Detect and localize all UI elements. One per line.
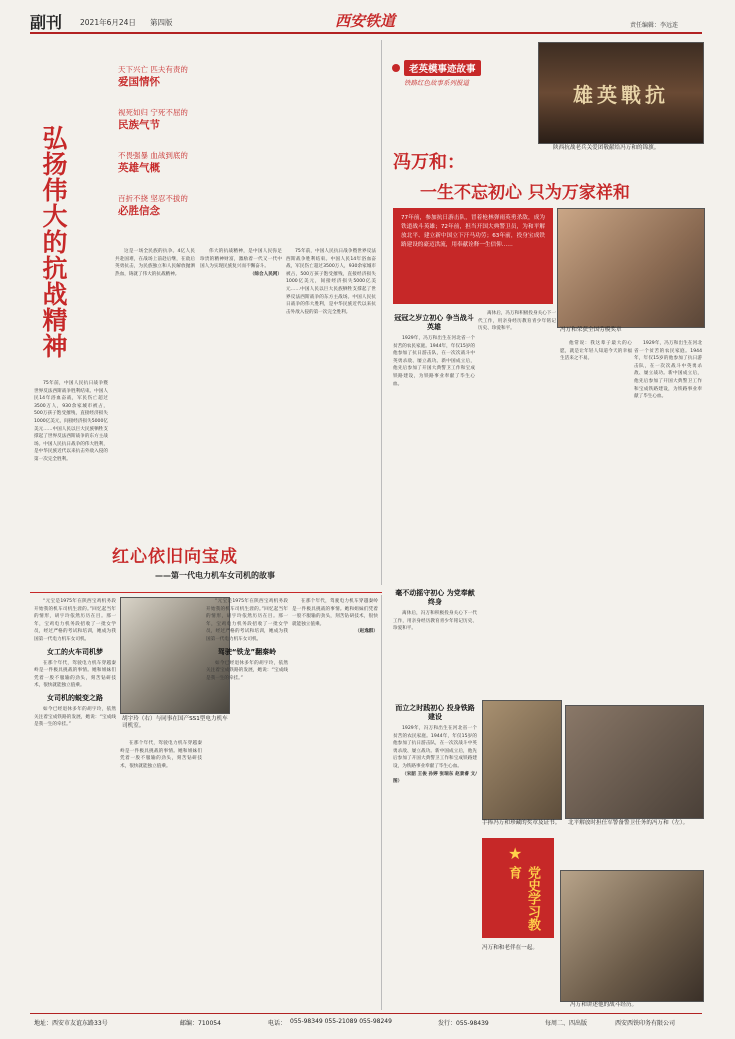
feature-left-column-1 <box>34 380 108 590</box>
couple-photo <box>565 705 704 819</box>
feature-bottom-subheading: 驾驶“铁龙”翻秦岭 <box>217 647 277 656</box>
footer-tel: 055-98349 055-21089 055-98249 <box>290 1018 392 1025</box>
feature-right-paragraph: 1929年，冯万和出生在河北省一个贫苦的农民家庭。1944年，年仅15岁的他参加了抗日游击队，在一次次战斗中英勇杀敌、屡立战功。新中国成立后，他先后参加了开国大典警卫工作和宝成铁路建设，为铁路事业奉献了毕生心血。 <box>393 336 475 387</box>
banner-photo <box>538 42 704 144</box>
party-emblem <box>482 838 554 938</box>
footer-zip: 邮编：710054 <box>180 1020 221 1027</box>
masthead-paper-name: 西安铁道 <box>335 12 396 30</box>
medal-photo-caption: 手捧冯万和珍藏的奖章及证书。 <box>482 820 561 826</box>
feature-right-column-1 <box>393 310 475 580</box>
masthead-edition: 第四版 <box>150 18 173 27</box>
speech-photo-lower-caption: 冯万和讲述他的战斗经历。 <box>570 1002 638 1008</box>
section-divider <box>30 592 382 593</box>
feature-left-paragraph: 这是一场全民族的抗争。4亿人民共赴国难，在战场上前赴后继，在敌后英勇抗击，为民族独立和人民解放抛洒热血，铸就了伟大的抗战精神。 <box>115 249 195 277</box>
feature-bottom-subtitle: ——第一代电力机车女司机的故事 <box>155 571 275 580</box>
footer-fax: 发行：055-98439 <box>438 1020 489 1027</box>
speech-photo-caption: 冯万和和老伴在一起。 <box>482 945 538 951</box>
medal-photo <box>482 700 562 820</box>
banner-photo-caption: 陕西抗战老兵关爱团敬献给冯万和的锦旗。 <box>553 145 660 151</box>
feature-right-paragraph: 1929年，冯万和出生在河北省一个贫苦的农民家庭。1944年，年仅15岁的他参加了抗日游击队，在一次次战斗中英勇杀敌、屡立战功。新中国成立后，他先后参加了开国大典警卫工作和宝成铁路建设，为铁路事业奉献了毕生心血。 <box>393 726 477 769</box>
feature-right-column-5 <box>393 585 477 685</box>
feature-right-column-3 <box>560 340 632 580</box>
feature-bottom-subheading: 女工的火车司机梦 <box>47 647 103 656</box>
feature-bottom-paragraph: 在那个年代，驾驶电力机车穿越秦岭是一件极具挑战的事情。她和姐妹们凭着一股不服输的劲头，刻苦钻研技术，很快就能独立值乘。 <box>34 660 116 689</box>
feature-bottom-paragraph: 在那个年代，驾驶电力机车穿越秦岭是一件极具挑战的事情。她和姐妹们凭着一股不服输的劲头，刻苦钻研技术，很快就能独立值乘。 <box>292 599 378 627</box>
feature-bottom-subheading: 女司机的蜕变之路 <box>47 693 103 702</box>
portrait-photo <box>557 208 705 328</box>
footer-address: 地址：西安市友谊东路33号 <box>34 1020 108 1027</box>
masthead-editor: 责任编辑：李远连 <box>630 22 679 29</box>
poem-stanza: 不畏强暴 血战到底的 英雄气概 <box>118 151 188 174</box>
feature-left-signature: （综合人民网） <box>249 271 282 277</box>
series-logo-title: 老英模事迹故事 <box>404 60 481 76</box>
feature-left-paragraph: 伟大的抗战精神，是中国人民弥足珍贵的精神财富，激励着一代又一代中国人为实现民族复兴而不懈奋斗。 <box>200 249 282 270</box>
series-logo-subtitle: 铁路红色故事系列报道 <box>404 79 469 87</box>
party-emblem-star: ★ <box>508 844 523 863</box>
column-divider <box>381 595 382 1010</box>
feature-left-column-4 <box>286 248 376 590</box>
column-divider <box>381 40 382 585</box>
feature-bottom-paragraph: 在那个年代，驾驶电力机车穿越秦岭是一件极具挑战的事情。她和姐妹们凭着一股不服输的劲头，刻苦钻研技术，很快就能独立值乘。 <box>120 741 202 769</box>
feature-bottom-signature: （赵逸群） <box>355 629 378 635</box>
couple-photo-caption: 北平解放时担任军警备警卫任务的冯万和（左）。 <box>568 820 689 826</box>
footer-bar <box>30 1018 702 1032</box>
footer-tel-label: 电话： <box>268 1020 287 1027</box>
feature-left-paragraph: 75年前，中国人民抗日战争暨世界反法西斯战争胜利结束。中国人民14年浴血奋战，军民伤亡超过3500万人，930余家城市被占，500万孩子饱受摧残，直接经济损失1000亿美元，间接经济损失5000亿美元……中国人民以巨大民族牺牲支撑起了世界反法西斯战争的东方主战场。中国人民抗日战争的伟大胜利，是中华民族近代以来抗击外敌入侵的第一次完全胜利。 <box>286 249 376 315</box>
masthead-date: 2021年6月24日 <box>80 18 136 27</box>
feature-right-column-2 <box>478 310 556 570</box>
footer-rule <box>30 1013 702 1014</box>
feature-right-paragraph: 离休后，冯万和积极投身关心下一代工作，用亲身经历教育青少年铭记历史、珍爱和平。 <box>393 611 477 632</box>
feature-right-name: 冯万和： <box>393 152 465 173</box>
feature-right-title: 一生不忘初心 只为万家祥和 <box>420 183 630 203</box>
feature-right-paragraph: 他常说：我这辈子最大的心愿，就是让年轻人知道今天的幸福生活来之不易。 <box>560 341 632 362</box>
feature-bottom-column-4 <box>292 598 378 1006</box>
feature-bottom-column-2 <box>120 740 202 1006</box>
poem-stanza: 视死如归 宁死不屈的 民族气节 <box>118 108 188 131</box>
feature-left-title: 弘扬伟大的抗战精神 <box>39 125 68 359</box>
feature-bottom-column-3 <box>206 598 288 1006</box>
portrait-photo-caption: 冯万和荣获全国劳模奖章 <box>560 327 622 333</box>
feature-left-column-2 <box>115 248 195 590</box>
series-logo-badge <box>392 64 400 72</box>
feature-right-intro: 77年前，参加抗日游击队，冒着枪林弹雨英勇杀敌，成为铁道战斗英雄；72年前，担当开国大典警卫员，为和平解放北平、建立新中国立下汗马功劳；63年前，投身宝成铁路建设的豪迈洪流，用奉献诠释一生信仰…… <box>393 208 553 304</box>
feature-bottom-title: 红心依旧向宝成 <box>112 547 238 567</box>
feature-right-column-6 <box>393 700 477 1006</box>
footer-cycle: 每周二、四出版 <box>545 1020 588 1027</box>
feature-right-signature: （宋韶 王俊 孙婷 张瑞东 赵景睿 文/图） <box>393 771 477 785</box>
feature-right-subheading: 毫不动摇守初心 为党奉献终身 <box>395 589 475 606</box>
feature-bottom-paragraph: “元宝是1975年在陕西宝鸡机务段开始我的机车司机生涯的。”回忆起当年的情形，胡宇玲依然历历在目。那一年，宝鸡电力机务段招收了一批女学员，经过严格的考试和培训，她成为我国第一代电力机车女司机。 <box>34 599 116 642</box>
feature-right-paragraph: 1929年，冯万和出生在河北省一个贫苦的农民家庭。1944年，年仅15岁的他参加了抗日游击队，在一次次战斗中英勇杀敌、屡立战功。新中国成立后，他先后参加了开国大典警卫工作和宝成铁路建设，为铁路事业奉献了毕生心血。 <box>634 341 702 400</box>
feature-left-poem <box>118 64 198 236</box>
party-emblem-text: 党史学习教育 <box>506 866 540 931</box>
feature-bottom-photo-caption: 胡宇玲（右）与同事在国产SS1型电力机车司机室。 <box>122 716 228 729</box>
feature-bottom-paragraph: “元宝是1975年在陕西宝鸡机务段开始我的机车司机生涯的。”回忆起当年的情形，胡宇玲依然历历在目。那一年，宝鸡电力机务段招收了一批女学员，经过严格的考试和培训，她成为我国第一代电力机车女司机。 <box>206 599 288 642</box>
feature-right-column-4 <box>634 340 702 580</box>
feature-bottom-paragraph: 如今已经退休多年的胡宇玲，依然关注着宝成铁路的发展，她说：“宝成线是我一生的牵挂。” <box>206 660 288 681</box>
masthead-section: 副刊 <box>30 13 63 32</box>
poem-stanza: 百折不挠 坚忍不拔的 必胜信念 <box>118 194 188 217</box>
poem-stanza: 天下兴亡 匹夫有责的 爱国情怀 <box>118 65 188 88</box>
masthead-rule <box>30 32 702 34</box>
speech-photo <box>560 870 704 1002</box>
footer-printer: 西安西铁印务有限公司 <box>615 1020 676 1027</box>
feature-left-paragraph: 75年前，中国人民抗日战争暨世界反法西斯战争胜利结束。中国人民14年浴血奋战，军民伤亡超过3500万人，930余家城市被占，500万孩子饱受摧残，直接经济损失1000亿美元，间接经济损失5000亿美元……中国人民以巨大民族牺牲支撑起了世界反法西斯战争的东方主战场。中国人民抗日战争的伟大胜利，是中华民族近代以来抗击外敌入侵的第一次完全胜利。 <box>34 381 108 462</box>
feature-bottom-column-1 <box>34 598 116 1006</box>
banner-photo-text: 雄英戰抗 <box>573 83 669 107</box>
feature-left-column-3 <box>200 248 282 590</box>
feature-bottom-paragraph: 如今已经退休多年的胡宇玲，依然关注着宝成铁路的发展，她说：“宝成线是我一生的牵挂。” <box>34 706 116 728</box>
feature-right-subheading: 而立之时践初心 投身铁路建设 <box>395 704 475 721</box>
series-logo <box>392 60 532 100</box>
feature-right-paragraph: 离休后，冯万和积极投身关心下一代工作，用亲身经历教育青少年铭记历史、珍爱和平。 <box>478 311 556 332</box>
feature-right-subheading: 冠冠之岁立初心 争当战斗英雄 <box>394 314 474 331</box>
